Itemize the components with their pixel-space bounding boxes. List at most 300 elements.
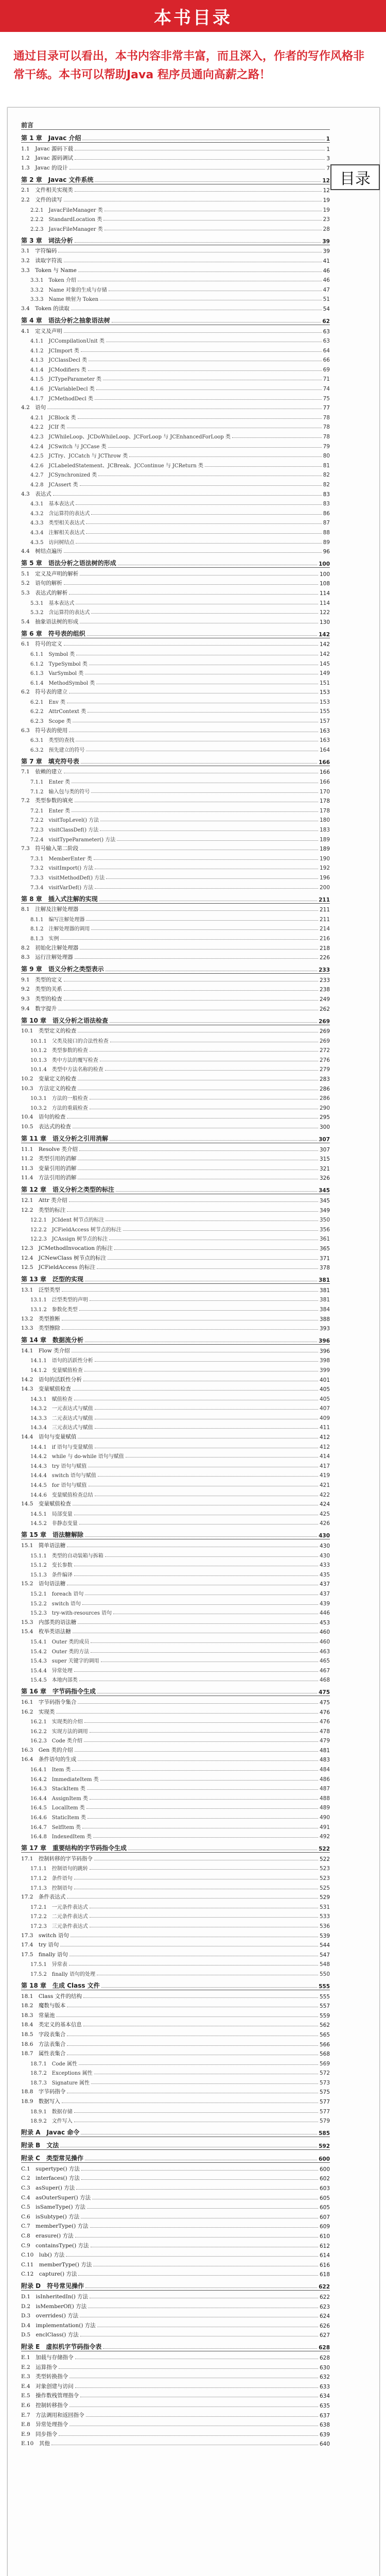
toc-leader-dots bbox=[69, 2425, 318, 2426]
toc-page-number: 100 bbox=[319, 571, 330, 578]
toc-chapter bbox=[21, 556, 330, 568]
toc-label: 9.1 类型的定义 bbox=[21, 976, 62, 983]
toc-leader-dots bbox=[97, 1268, 318, 1269]
toc-label: 18.4 类定义的基本信息 bbox=[21, 2022, 82, 2028]
toc-chapter bbox=[21, 1528, 330, 1539]
toc-page-number: 622 bbox=[319, 2284, 330, 2291]
toc-leader-dots bbox=[64, 772, 318, 773]
toc-leader-dots bbox=[76, 603, 318, 604]
toc-label: 4.1.1 JCCompilationUnit 类 bbox=[30, 338, 104, 345]
banner bbox=[0, 0, 386, 32]
toc-label: 3.3 Token 与 Name bbox=[21, 267, 77, 274]
toc-label: 7.1.1 Enter 类 bbox=[30, 779, 71, 786]
toc-page-number: 83 bbox=[323, 491, 330, 498]
toc-label: 4.1.6 JCVariableDecl 类 bbox=[30, 386, 95, 393]
toc-page-number: 475 bbox=[319, 1699, 330, 1706]
toc-section bbox=[21, 1578, 330, 1588]
toc-label: 附录 B 文法 bbox=[21, 2142, 59, 2149]
toc-leader-dots bbox=[118, 564, 317, 565]
toc-label: 17.4 try 语句 bbox=[21, 1942, 59, 1948]
toc-section bbox=[21, 2105, 330, 2115]
toc-label: 10.1.2 类型参数的检查 bbox=[30, 1048, 88, 1054]
toc-label: 12.4 JCNewClass 树节点的标注 bbox=[21, 1255, 107, 1261]
toc-leader-dots bbox=[98, 1476, 318, 1477]
toc-label: 15.1.2 变长参数 bbox=[30, 1563, 73, 1569]
toc-leader-dots bbox=[86, 523, 321, 524]
toc-label: 16.2 实现类 bbox=[21, 1708, 55, 1715]
toc-leader-dots bbox=[80, 574, 318, 575]
toc-label: 14.5.2 非静态变量 bbox=[30, 1521, 78, 1527]
toc-chapter bbox=[21, 314, 330, 325]
toc-section bbox=[21, 648, 330, 657]
toc-page-number: 142 bbox=[319, 641, 330, 648]
toc-label: 18.8 字节码指令 bbox=[21, 2089, 66, 2095]
toc-section bbox=[21, 993, 330, 1003]
toc-page-number: 166 bbox=[319, 779, 330, 786]
toc-label: 5.4 抽象语法树的形成 bbox=[21, 618, 79, 625]
toc-label: 18.7.3 Signature 属性 bbox=[30, 2080, 90, 2086]
toc-leader-dots bbox=[78, 1079, 318, 1080]
toc-page-number: 634 bbox=[319, 2393, 330, 2400]
toc-section bbox=[21, 1597, 330, 1607]
toc-leader-dots bbox=[86, 2416, 318, 2417]
toc-page-number: 487 bbox=[319, 1786, 330, 1792]
toc-leader-dots bbox=[80, 849, 318, 850]
toc-section bbox=[21, 1853, 330, 1862]
toc-section bbox=[21, 785, 330, 795]
toc-section bbox=[21, 194, 330, 204]
toc-section bbox=[21, 686, 330, 696]
toc-label: 10.3.1 方法的一般检查 bbox=[30, 1096, 88, 1102]
toc-section bbox=[21, 1587, 330, 1597]
toc-leader-dots bbox=[108, 1259, 318, 1260]
toc-label: 14.2 语句的活跃性分析 bbox=[21, 1376, 82, 1383]
toc-label: 15.4.2 Outer 类的方法 bbox=[30, 1649, 90, 1655]
toc-section bbox=[21, 2009, 330, 2019]
toc-label: 17.2 条件表达式 bbox=[21, 1894, 66, 1901]
toc-leader-dots bbox=[59, 2368, 318, 2369]
toc-leader-dots bbox=[79, 1310, 318, 1311]
toc-section bbox=[21, 724, 330, 734]
toc-chapter bbox=[21, 755, 330, 766]
toc-page-number: 388 bbox=[319, 1316, 330, 1323]
toc-leader-dots bbox=[81, 762, 317, 764]
toc-label: 12.1 Attr 类介绍 bbox=[21, 1197, 67, 1204]
toc-label: 4.4 树结点遍历 bbox=[21, 548, 62, 555]
toc-section bbox=[21, 766, 330, 776]
toc-section bbox=[21, 2067, 330, 2077]
toc-page-number: 100 bbox=[319, 561, 330, 568]
toc-page-number: 610 bbox=[319, 2233, 330, 2240]
toc-leader-dots bbox=[95, 1495, 318, 1496]
toc-leader-dots bbox=[72, 782, 318, 783]
toc-page-number: 233 bbox=[319, 977, 330, 984]
toc-leader-dots bbox=[105, 1070, 318, 1071]
toc-label: 13.3 类型擦除 bbox=[21, 1325, 60, 1332]
toc-label: 4.1.2 JCImport 类 bbox=[30, 348, 79, 354]
toc-label: 4.3.5 访问树结点 bbox=[30, 539, 75, 546]
toc-label: 附录 E 虚拟机字节码指令表 bbox=[21, 2343, 102, 2351]
toc-label: 2.2.3 JavacFileManager 类 bbox=[30, 226, 103, 232]
toc-leader-dots bbox=[95, 868, 318, 869]
toc-label: 16.4.6 StaticItem 类 bbox=[30, 1815, 86, 1821]
toc-leader-dots bbox=[90, 2227, 318, 2228]
toc-leader-dots bbox=[86, 533, 321, 534]
toc-page-number: 424 bbox=[319, 1501, 330, 1508]
toc-label: 4.2 语句 bbox=[21, 404, 46, 411]
toc-label: 7.2.1 Enter 类 bbox=[30, 808, 71, 814]
toc-leader-dots bbox=[90, 1926, 318, 1927]
toc-page-number: 163 bbox=[319, 737, 330, 744]
toc-section bbox=[21, 1323, 330, 1332]
toc-label: E.1 加载与存储指令 bbox=[21, 2354, 74, 2361]
toc-page-number: 238 bbox=[319, 987, 330, 993]
toc-section bbox=[21, 1488, 330, 1498]
toc-section bbox=[21, 1479, 330, 1488]
toc-page-number: 378 bbox=[319, 1265, 330, 1272]
toc-chapter bbox=[21, 1183, 330, 1194]
toc-label: 8.3 运行注解处理器 bbox=[21, 954, 73, 961]
toc-label: 4.3 表达式 bbox=[21, 490, 51, 497]
toc-leader-dots bbox=[90, 1108, 318, 1109]
toc-section bbox=[21, 2192, 330, 2201]
toc-label: 12.2.2 JCFieldAccess 树节点的标注 bbox=[30, 1227, 121, 1233]
toc-label: 第 17 章 重要结构的字节码指令生成 bbox=[21, 1844, 127, 1852]
toc-label: 4.3.4 注解相关表达式 bbox=[30, 530, 85, 536]
toc-section bbox=[21, 1626, 330, 1636]
toc-label: D.1 isInheritedIn() 方法 bbox=[21, 2293, 89, 2300]
toc-section bbox=[21, 382, 330, 392]
toc-leader-dots bbox=[108, 447, 322, 448]
toc-leader-dots bbox=[64, 332, 322, 333]
toc-label: E.2 运算指令 bbox=[21, 2364, 58, 2370]
toc-section bbox=[21, 421, 330, 431]
toc-page-number: 283 bbox=[319, 1076, 330, 1083]
toc-page-number: 425 bbox=[319, 1511, 330, 1517]
toc-section bbox=[21, 1233, 330, 1243]
toc-chapter bbox=[21, 627, 330, 638]
toc-leader-dots bbox=[66, 2256, 318, 2257]
toc-leader-dots bbox=[80, 622, 318, 623]
toc-section bbox=[21, 1345, 330, 1354]
toc-leader-dots bbox=[74, 1575, 318, 1576]
toc-section bbox=[21, 823, 330, 833]
toc-section bbox=[21, 1539, 330, 1549]
toc-page-number: 430 bbox=[319, 1543, 330, 1549]
toc-leader-dots bbox=[89, 360, 322, 361]
toc-label: 2.2 文件的读写 bbox=[21, 196, 62, 203]
toc-leader-dots bbox=[100, 830, 318, 831]
toc-page-number: 122 bbox=[319, 609, 330, 616]
toc-label: D.3 overrides() 方法 bbox=[21, 2313, 79, 2319]
toc-leader-dots bbox=[64, 261, 322, 262]
toc-page-number: 345 bbox=[319, 1188, 330, 1194]
toc-page-number: 523 bbox=[319, 1866, 330, 1872]
toc-label: 6.2.2 AttrContext 类 bbox=[30, 709, 86, 715]
toc-leader-dots bbox=[75, 149, 325, 150]
toc-section bbox=[21, 2329, 330, 2339]
toc-page-number: 435 bbox=[319, 1571, 330, 1578]
toc-label: 14.4.5 for 语句与赋值 bbox=[30, 1483, 87, 1489]
toc-label: 7.3.1 MemberEnter 类 bbox=[30, 856, 92, 862]
toc-page-number: 321 bbox=[319, 1165, 330, 1172]
toc-page-number: 417 bbox=[319, 1463, 330, 1469]
toc-page-number: 189 bbox=[319, 846, 330, 853]
toc-label: C.6 isSubtype() 方法 bbox=[21, 2213, 80, 2220]
toc-section bbox=[21, 1645, 330, 1655]
toc-page-number: 421 bbox=[319, 1482, 330, 1489]
toc-page-number: 635 bbox=[319, 2402, 330, 2409]
toc-leader-dots bbox=[110, 1022, 317, 1023]
toc-leader-dots bbox=[78, 1703, 318, 1704]
toc-section bbox=[21, 2249, 330, 2259]
toc-section bbox=[21, 469, 330, 479]
toc-leader-dots bbox=[90, 1050, 318, 1052]
toc-leader-dots bbox=[64, 552, 322, 553]
toc-label: 7.3.3 visitMethodDef() 方法 bbox=[30, 875, 105, 881]
toc-section bbox=[21, 2419, 330, 2429]
toc-label: 18.7 属性表集合 bbox=[21, 2050, 66, 2057]
toc-page-number: 47 bbox=[323, 286, 330, 293]
toc-leader-dots bbox=[71, 1936, 318, 1937]
toc-label: 第 2 章 Javac 文件系统 bbox=[21, 176, 94, 183]
toc-leader-dots bbox=[72, 1351, 318, 1352]
toc-section bbox=[21, 1162, 330, 1172]
toc-label: 11.2 类型引用的消解 bbox=[21, 1156, 77, 1162]
toc-section bbox=[21, 2380, 330, 2390]
toc-leader-dots bbox=[100, 1780, 318, 1781]
toc-leader-dots bbox=[78, 1178, 318, 1179]
toc-page-number: 290 bbox=[319, 1105, 330, 1111]
toc-page-number: 211 bbox=[319, 916, 330, 923]
toc-page-number: 7 bbox=[326, 165, 330, 172]
toc-section bbox=[21, 1242, 330, 1252]
toc-section bbox=[21, 932, 330, 942]
table-of-contents bbox=[21, 117, 330, 2447]
toc-chapter bbox=[21, 2126, 330, 2137]
toc-section bbox=[21, 1364, 330, 1374]
toc-section bbox=[21, 578, 330, 587]
toc-section bbox=[21, 667, 330, 677]
toc-section bbox=[21, 1802, 330, 1811]
toc-label: C.9 containsType() 方法 bbox=[21, 2242, 89, 2249]
toc-label: 5.1 定义及声明的解析 bbox=[21, 570, 79, 577]
toc-section bbox=[21, 152, 330, 162]
toc-leader-dots bbox=[87, 1818, 318, 1819]
toc-section bbox=[21, 843, 330, 853]
toc-section bbox=[21, 2428, 330, 2438]
toc-label: C.5 isSameType() 方法 bbox=[21, 2204, 85, 2211]
toc-label: 4.3.3 类型相关表达式 bbox=[30, 520, 85, 527]
toc-leader-dots bbox=[86, 1808, 318, 1809]
toc-label: 3.2 读取字符流 bbox=[21, 257, 62, 264]
toc-label: 7.2.3 visitClassDef() 方法 bbox=[30, 827, 99, 833]
toc-leader-dots bbox=[81, 2133, 317, 2134]
toc-leader-dots bbox=[85, 1594, 318, 1595]
toc-label: 15.4.1 Outer 类的成员 bbox=[30, 1639, 90, 1645]
toc-page-number: 467 bbox=[319, 1667, 330, 1674]
toc-section bbox=[21, 705, 330, 715]
toc-leader-dots bbox=[75, 801, 318, 802]
toc-chapter bbox=[21, 131, 330, 143]
toc-section bbox=[21, 392, 330, 402]
toc-label: 15.1.3 条件编译 bbox=[30, 1572, 73, 1578]
toc-label: 3.3.1 Token 介绍 bbox=[30, 278, 76, 284]
toc-section bbox=[21, 2221, 330, 2230]
toc-section bbox=[21, 1303, 330, 1313]
toc-label: 2.1 文件相关实现类 bbox=[21, 187, 73, 194]
toc-section bbox=[21, 1194, 330, 1204]
toc-section bbox=[21, 2259, 330, 2268]
toc-section bbox=[21, 881, 330, 891]
toc-page-number: 71 bbox=[323, 376, 330, 383]
toc-label: 6.1 符号的定义 bbox=[21, 641, 62, 648]
toc-leader-dots bbox=[67, 427, 322, 428]
toc-section bbox=[21, 507, 330, 517]
toc-section bbox=[21, 1674, 330, 1684]
toc-page-number: 39 bbox=[322, 238, 330, 245]
toc-leader-dots bbox=[91, 792, 318, 793]
toc-leader-dots bbox=[75, 159, 325, 160]
toc-label: 18.9.2 文件写入 bbox=[30, 2119, 73, 2125]
toc-page-number: 407 bbox=[319, 1405, 330, 1412]
toc-section bbox=[21, 1172, 330, 1182]
toc-section bbox=[21, 1655, 330, 1665]
toc-label: 12.2.3 JCAssign 树节点的标注 bbox=[30, 1236, 108, 1243]
toc-label: 第 1 章 Javac 介绍 bbox=[21, 134, 81, 142]
toc-label: 4.2.4 JCSwitch 与 JCCase 类 bbox=[30, 444, 107, 450]
toc-section bbox=[21, 2076, 330, 2086]
toc-section bbox=[21, 974, 330, 984]
toc-leader-dots bbox=[47, 408, 321, 409]
toc-page-number: 430 bbox=[319, 1533, 330, 1539]
toc-label: 14.4.4 switch 语句与赋值 bbox=[30, 1473, 96, 1479]
toc-section bbox=[21, 1354, 330, 1364]
toc-section bbox=[21, 2361, 330, 2371]
toc-page-number: 41 bbox=[323, 258, 330, 264]
toc-label: 附录 C 类型常见操作 bbox=[21, 2155, 83, 2162]
toc-label: D.4 implementation() 方法 bbox=[21, 2322, 96, 2329]
toc-leader-dots bbox=[84, 1741, 318, 1742]
toc-label: 第 7 章 填充符号表 bbox=[21, 757, 79, 765]
toc-leader-dots bbox=[106, 1220, 318, 1221]
toc-section bbox=[21, 223, 330, 232]
toc-section bbox=[21, 363, 330, 373]
toc-page-number: 630 bbox=[319, 2364, 330, 2371]
toc-leader-dots bbox=[232, 437, 322, 438]
toc-leader-dots bbox=[80, 2396, 318, 2397]
toc-page-number: 555 bbox=[319, 1983, 330, 1990]
toc-label: 11.3 变量引用的消解 bbox=[21, 1165, 77, 1172]
toc-page-number: 559 bbox=[319, 2012, 330, 2019]
toc-section bbox=[21, 1431, 330, 1440]
toc-label: E.9 同步指令 bbox=[21, 2431, 58, 2437]
toc-leader-dots bbox=[72, 811, 318, 812]
toc-leader-dots bbox=[78, 1159, 318, 1160]
toc-page-number: 381 bbox=[319, 1277, 330, 1284]
toc-label: 15.4 枚举类语法糖 bbox=[21, 1629, 71, 1635]
toc-leader-dots bbox=[99, 900, 317, 901]
toc-leader-dots bbox=[90, 1907, 318, 1908]
toc-leader-dots bbox=[89, 1485, 318, 1486]
toc-page-number: 539 bbox=[319, 1933, 330, 1939]
toc-page-number: 396 bbox=[319, 1348, 330, 1354]
toc-label: 第 13 章 泛型的实现 bbox=[21, 1276, 84, 1283]
toc-page-number: 616 bbox=[319, 2262, 330, 2268]
toc-section bbox=[21, 1549, 330, 1559]
toc-label: 15.4.5 本地内部类 bbox=[30, 1677, 78, 1684]
toc-leader-dots bbox=[93, 2265, 318, 2266]
banner-title: 本书目录 bbox=[154, 7, 232, 28]
toc-section bbox=[21, 1958, 330, 1968]
toc-page-number: 566 bbox=[319, 2041, 330, 2048]
toc-label: 5.3.2 含运算符的表达式 bbox=[30, 610, 90, 616]
toc-section bbox=[21, 1383, 330, 1393]
toc-label: 10.3.2 方法的重载检查 bbox=[30, 1105, 88, 1111]
toc-page-number: 638 bbox=[319, 2422, 330, 2429]
toc-section bbox=[21, 862, 330, 872]
toc-leader-dots bbox=[64, 200, 322, 201]
toc-label: 15.2 语句语法糖 bbox=[21, 1581, 66, 1587]
toc-page-number: 78 bbox=[323, 414, 330, 421]
toc-section bbox=[21, 1073, 330, 1082]
toc-label: 3.1 字符编码 bbox=[21, 248, 57, 255]
toc-section bbox=[21, 1725, 330, 1735]
toc-label: 第 3 章 词法分析 bbox=[21, 236, 73, 244]
toc-page-number: 218 bbox=[319, 945, 330, 952]
toc-label: E.4 对象创建与访问 bbox=[21, 2383, 74, 2389]
toc-page-number: 157 bbox=[319, 718, 330, 725]
toc-label: 17.1.2 条件语句 bbox=[30, 1876, 73, 1882]
toc-label: 6.1.3 VarSymbol 类 bbox=[30, 671, 84, 677]
toc-label: 14.5 变量赋值检查 bbox=[21, 1501, 71, 1507]
toc-section bbox=[21, 1121, 330, 1130]
toc-leader-dots bbox=[69, 2406, 318, 2407]
toc-leader-dots bbox=[85, 2287, 317, 2288]
toc-section bbox=[21, 1929, 330, 1939]
toc-chapter bbox=[21, 962, 330, 974]
toc-leader-dots bbox=[75, 2358, 318, 2359]
toc-page-number: 602 bbox=[319, 2176, 330, 2182]
notice-text: 通过目录可以看出，本书内容非常丰富，而且深入，作者的写作风格非常干练。本书可以帮助Java 程序员通向高薪之路！ bbox=[13, 50, 365, 81]
toc-leader-dots bbox=[53, 495, 322, 496]
toc-section bbox=[21, 2048, 330, 2058]
toc-page-number: 478 bbox=[319, 1728, 330, 1735]
toc-leader-dots bbox=[79, 2064, 318, 2065]
toc-label: 1.3 Javac 的设计 bbox=[21, 164, 68, 171]
toc-page-number: 307 bbox=[319, 1137, 330, 1143]
toc-leader-dots bbox=[80, 948, 318, 950]
toc-leader-dots bbox=[82, 1827, 318, 1828]
toc-leader-dots bbox=[74, 2121, 318, 2122]
toc-section bbox=[21, 283, 330, 293]
toc-section bbox=[21, 1616, 330, 1626]
toc-label: 6.1.2 TypeSymbol 类 bbox=[30, 661, 87, 667]
toc-leader-dots bbox=[129, 456, 321, 457]
toc-label: D.2 isMemberOf() 方法 bbox=[21, 2303, 87, 2310]
toc-page-number: 419 bbox=[319, 1472, 330, 1479]
toc-section bbox=[21, 373, 330, 383]
toc-page-number: 439 bbox=[319, 1600, 330, 1607]
toc-page-number: 568 bbox=[319, 2051, 330, 2058]
toc-leader-dots bbox=[82, 139, 324, 140]
toc-label: 18.7.2 Exceptions 属性 bbox=[30, 2071, 93, 2077]
toc-page-number: 624 bbox=[319, 2313, 330, 2320]
toc-label: 7.2.4 visitTypeParameter() 方法 bbox=[30, 837, 116, 843]
toc-label: 3.4 Token 的读取 bbox=[21, 305, 69, 312]
toc-section bbox=[21, 1920, 330, 1929]
toc-page-number: 548 bbox=[319, 1961, 330, 1968]
